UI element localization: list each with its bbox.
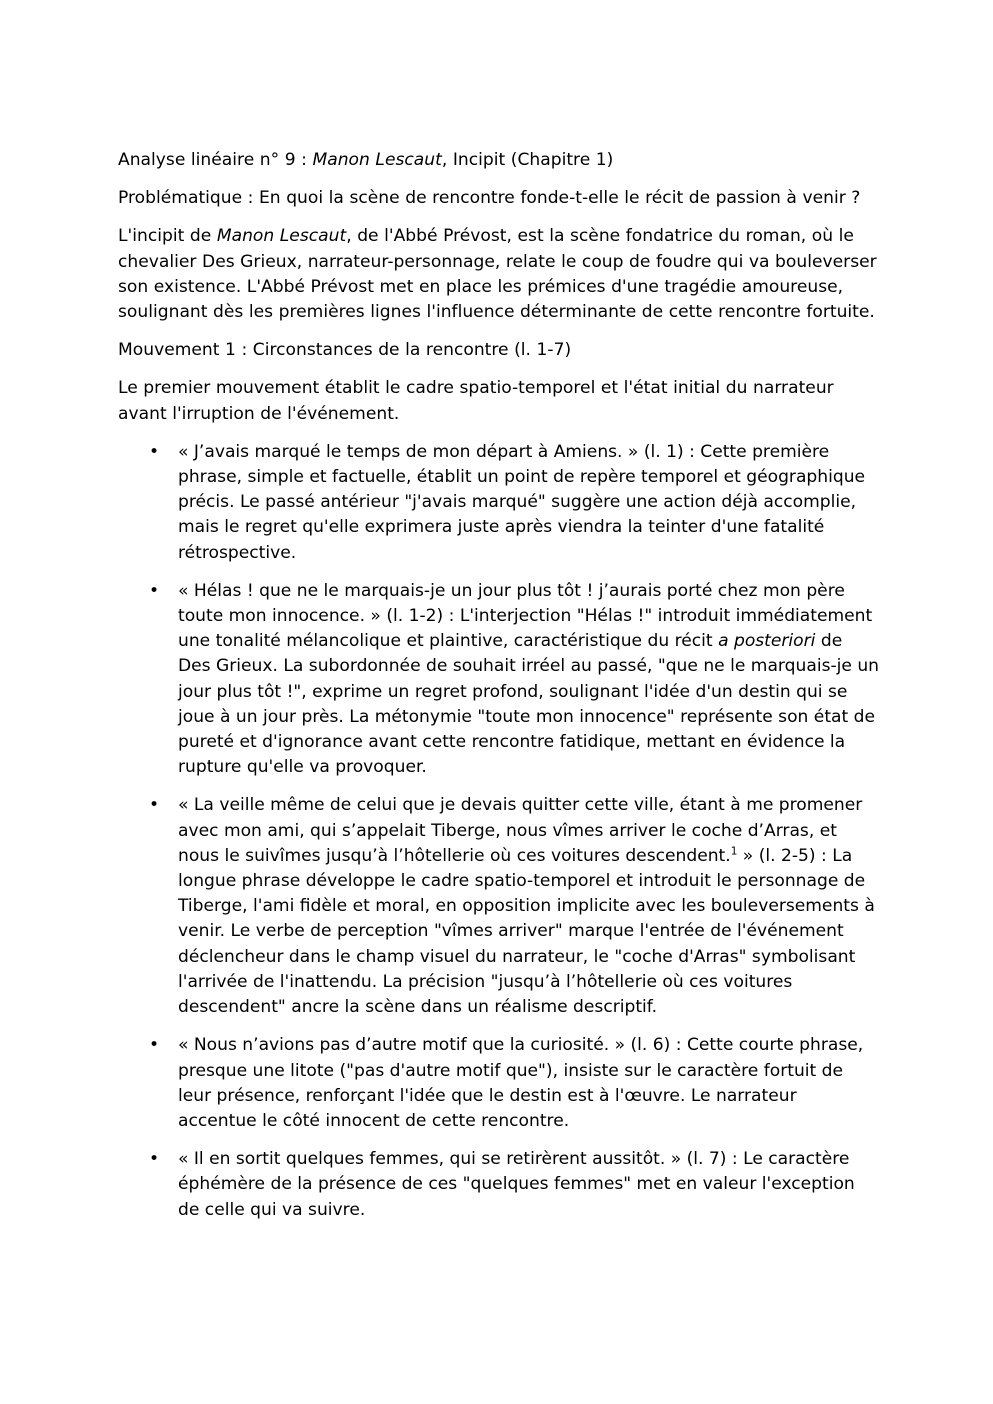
intro-part-1: L'incipit de	[118, 226, 217, 247]
list-item	[118, 1033, 880, 1134]
document-title-line	[118, 148, 880, 173]
bullet-point-icon: •	[149, 580, 160, 601]
introduction-paragraph	[118, 224, 880, 325]
mouvement-intro-paragraph: Le premier mouvement établit le cadre spatio-temporel et l'état initial du narrateur avant l'irruption de l'événement.	[118, 378, 834, 424]
list-item-text-part-1: « Hélas ! que ne le marquais-je un jour plus tôt ! j’aurais porté chez mon père toute mon innocence. » (l. 1-2) : L'interjection "Hélas !" introduit immédiatement une tonalité mélancolique et plaintive, caractéristique du récit	[178, 580, 873, 652]
list-item-text-part-2: » (l. 2-5) : La longue phrase développe le cadre spatio-temporel et introduit le personnage de Tiberge, l'ami fidèle et moral, en opposition implicite avec les bouleversements à venir. Le verbe de perception "vîmes arriver" marque l'entrée de l'événement déclencheur dans le champ visuel du narrateur, le "coche d'Arras" symbolisant l'arrivée de l'inattendu. La précision "jusqu’à l’hôtellerie où ces voitures descendent" ancre la scène dans un réalisme descriptif.	[178, 845, 875, 1018]
document-body	[118, 148, 880, 1223]
list-item-text: « Nous n’avions pas d’autre motif que la curiosité. » (l. 6) : Cette courte phrase, presque une litote ("pas d'autre motif que"), insiste sur le caractère fortuit de leur présence, renforçant l'idée que le destin est à l'œuvre. Le narrateur accentue le côté innocent de cette rencontre.	[178, 1035, 864, 1131]
bullet-point-icon: •	[149, 1149, 160, 1170]
list-item	[118, 440, 880, 566]
intro-work-title: Manon Lescaut	[216, 226, 347, 247]
title-suffix: , Incipit (Chapitre 1)	[441, 150, 614, 170]
list-item	[118, 1147, 880, 1223]
title-work-title: Manon Lescaut	[312, 150, 442, 170]
list-item	[118, 793, 880, 1020]
list-item-text-part-2: de Des Grieux. La subordonnée de souhait irréel au passé, "que ne le marquais-je un jour plus tôt !", exprime un regret profond, soulignant l'idée d'un destin qui se joue à un jour près. La métonymie "toute mon innocence" représente son état de pureté et d'ignorance avant cette rencontre fatidique, mettant en évidence la rupture qu'elle va provoquer.	[178, 631, 880, 778]
title-prefix: Analyse linéaire n° 9 :	[118, 150, 313, 170]
mouvement-heading: Mouvement 1 : Circonstances de la rencontre (l. 1-7)	[118, 340, 572, 361]
intro-part-2: , de l'Abbé Prévost, est la scène fondatrice du roman, où le chevalier Des Grieux, narrateur-personnage, relate le coup de foudre qui va bouleverser son existence. L'Abbé Prévost met en place les prémices d'une tragédie amoureuse, soulignant dès les premières lignes l'influence déterminante de cette rencontre fortuite.	[118, 226, 877, 323]
bullet-point-icon: •	[149, 1035, 160, 1056]
list-item-text: « J’avais marqué le temps de mon départ à Amiens. » (l. 1) : Cette première phrase, simple et factuelle, établit un point de repère temporel et géographique précis. Le passé antérieur "j'avais marqué" suggère une action déjà accomplie, mais le regret qu'elle exprimera juste après viendra la teinter d'une fatalité rétrospective.	[178, 441, 866, 563]
analysis-bullet-list	[118, 440, 880, 1223]
bullet-point-icon: •	[149, 795, 160, 816]
problematique-paragraph: Problématique : En quoi la scène de rencontre fonde-t-elle le récit de passion à venir ?	[118, 188, 861, 209]
list-item-text: « Il en sortit quelques femmes, qui se retirèrent aussitôt. » (l. 7) : Le caractère éphémère de la présence de ces "quelques femmes" met en valeur l'exception de celle qui va suivre.	[178, 1149, 855, 1220]
list-item	[118, 579, 880, 781]
list-item-text-part-1: « La veille même de celui que je devais quitter cette ville, étant à me promener avec mon ami, qui s’appelait Tiberge, nous vîmes arriver le coche d’Arras, et nous le suivîmes jusqu’à l’hôtellerie où ces voitures descendent.	[178, 795, 863, 866]
bullet-point-icon: •	[149, 441, 160, 462]
footnote-reference-marker[interactable]: 1	[730, 845, 738, 858]
list-item-italic-phrase: a posteriori	[718, 631, 816, 652]
